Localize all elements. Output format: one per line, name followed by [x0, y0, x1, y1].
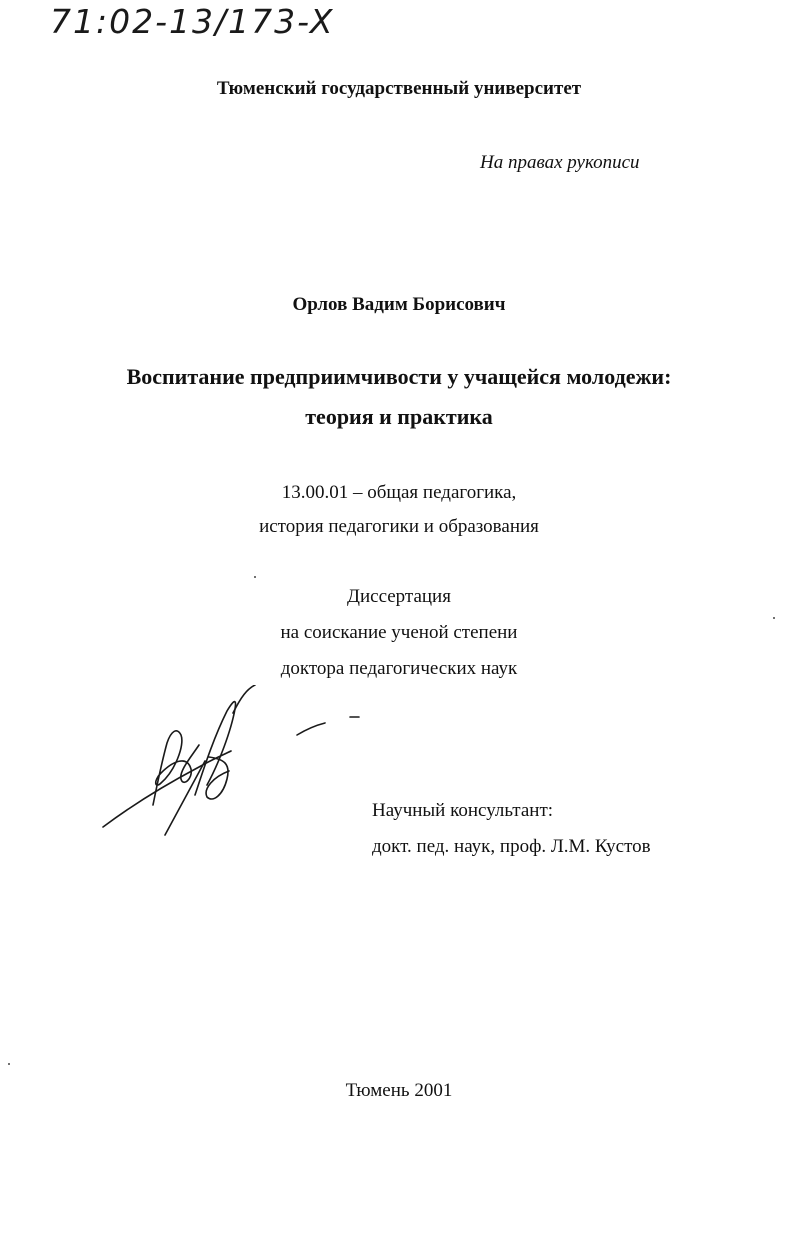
dissertation-label: Диссертация [347, 586, 451, 607]
consultant-name: докт. пед. наук, проф. Л.М. Кустов [372, 836, 651, 857]
scan-speck [254, 576, 256, 578]
consultant-label: Научный консультант: [372, 800, 554, 821]
city-year: Тюмень 2001 [345, 1080, 453, 1101]
handwritten-signature [95, 685, 375, 845]
degree-line-1: на соискание ученой степени [280, 622, 518, 643]
scan-speck [773, 617, 775, 619]
specialty-line-1: 13.00.01 – общая педагогика, [281, 482, 517, 503]
archive-code: 71:02-13/173-X [50, 2, 335, 41]
scan-speck [8, 1063, 10, 1065]
university-name: Тюменский государственный университет [216, 78, 582, 99]
author-name: Орлов Вадим Борисович [292, 294, 506, 315]
dissertation-title-line-1: Воспитание предприимчивости у учащейся молодежи: [126, 364, 672, 389]
specialty-line-2: история педагогики и образования [259, 516, 539, 537]
dissertation-title-line-2: теория и практика [305, 404, 493, 429]
rights-note: На правах рукописи [480, 152, 640, 173]
degree-line-2: доктора педагогических наук [280, 658, 518, 679]
